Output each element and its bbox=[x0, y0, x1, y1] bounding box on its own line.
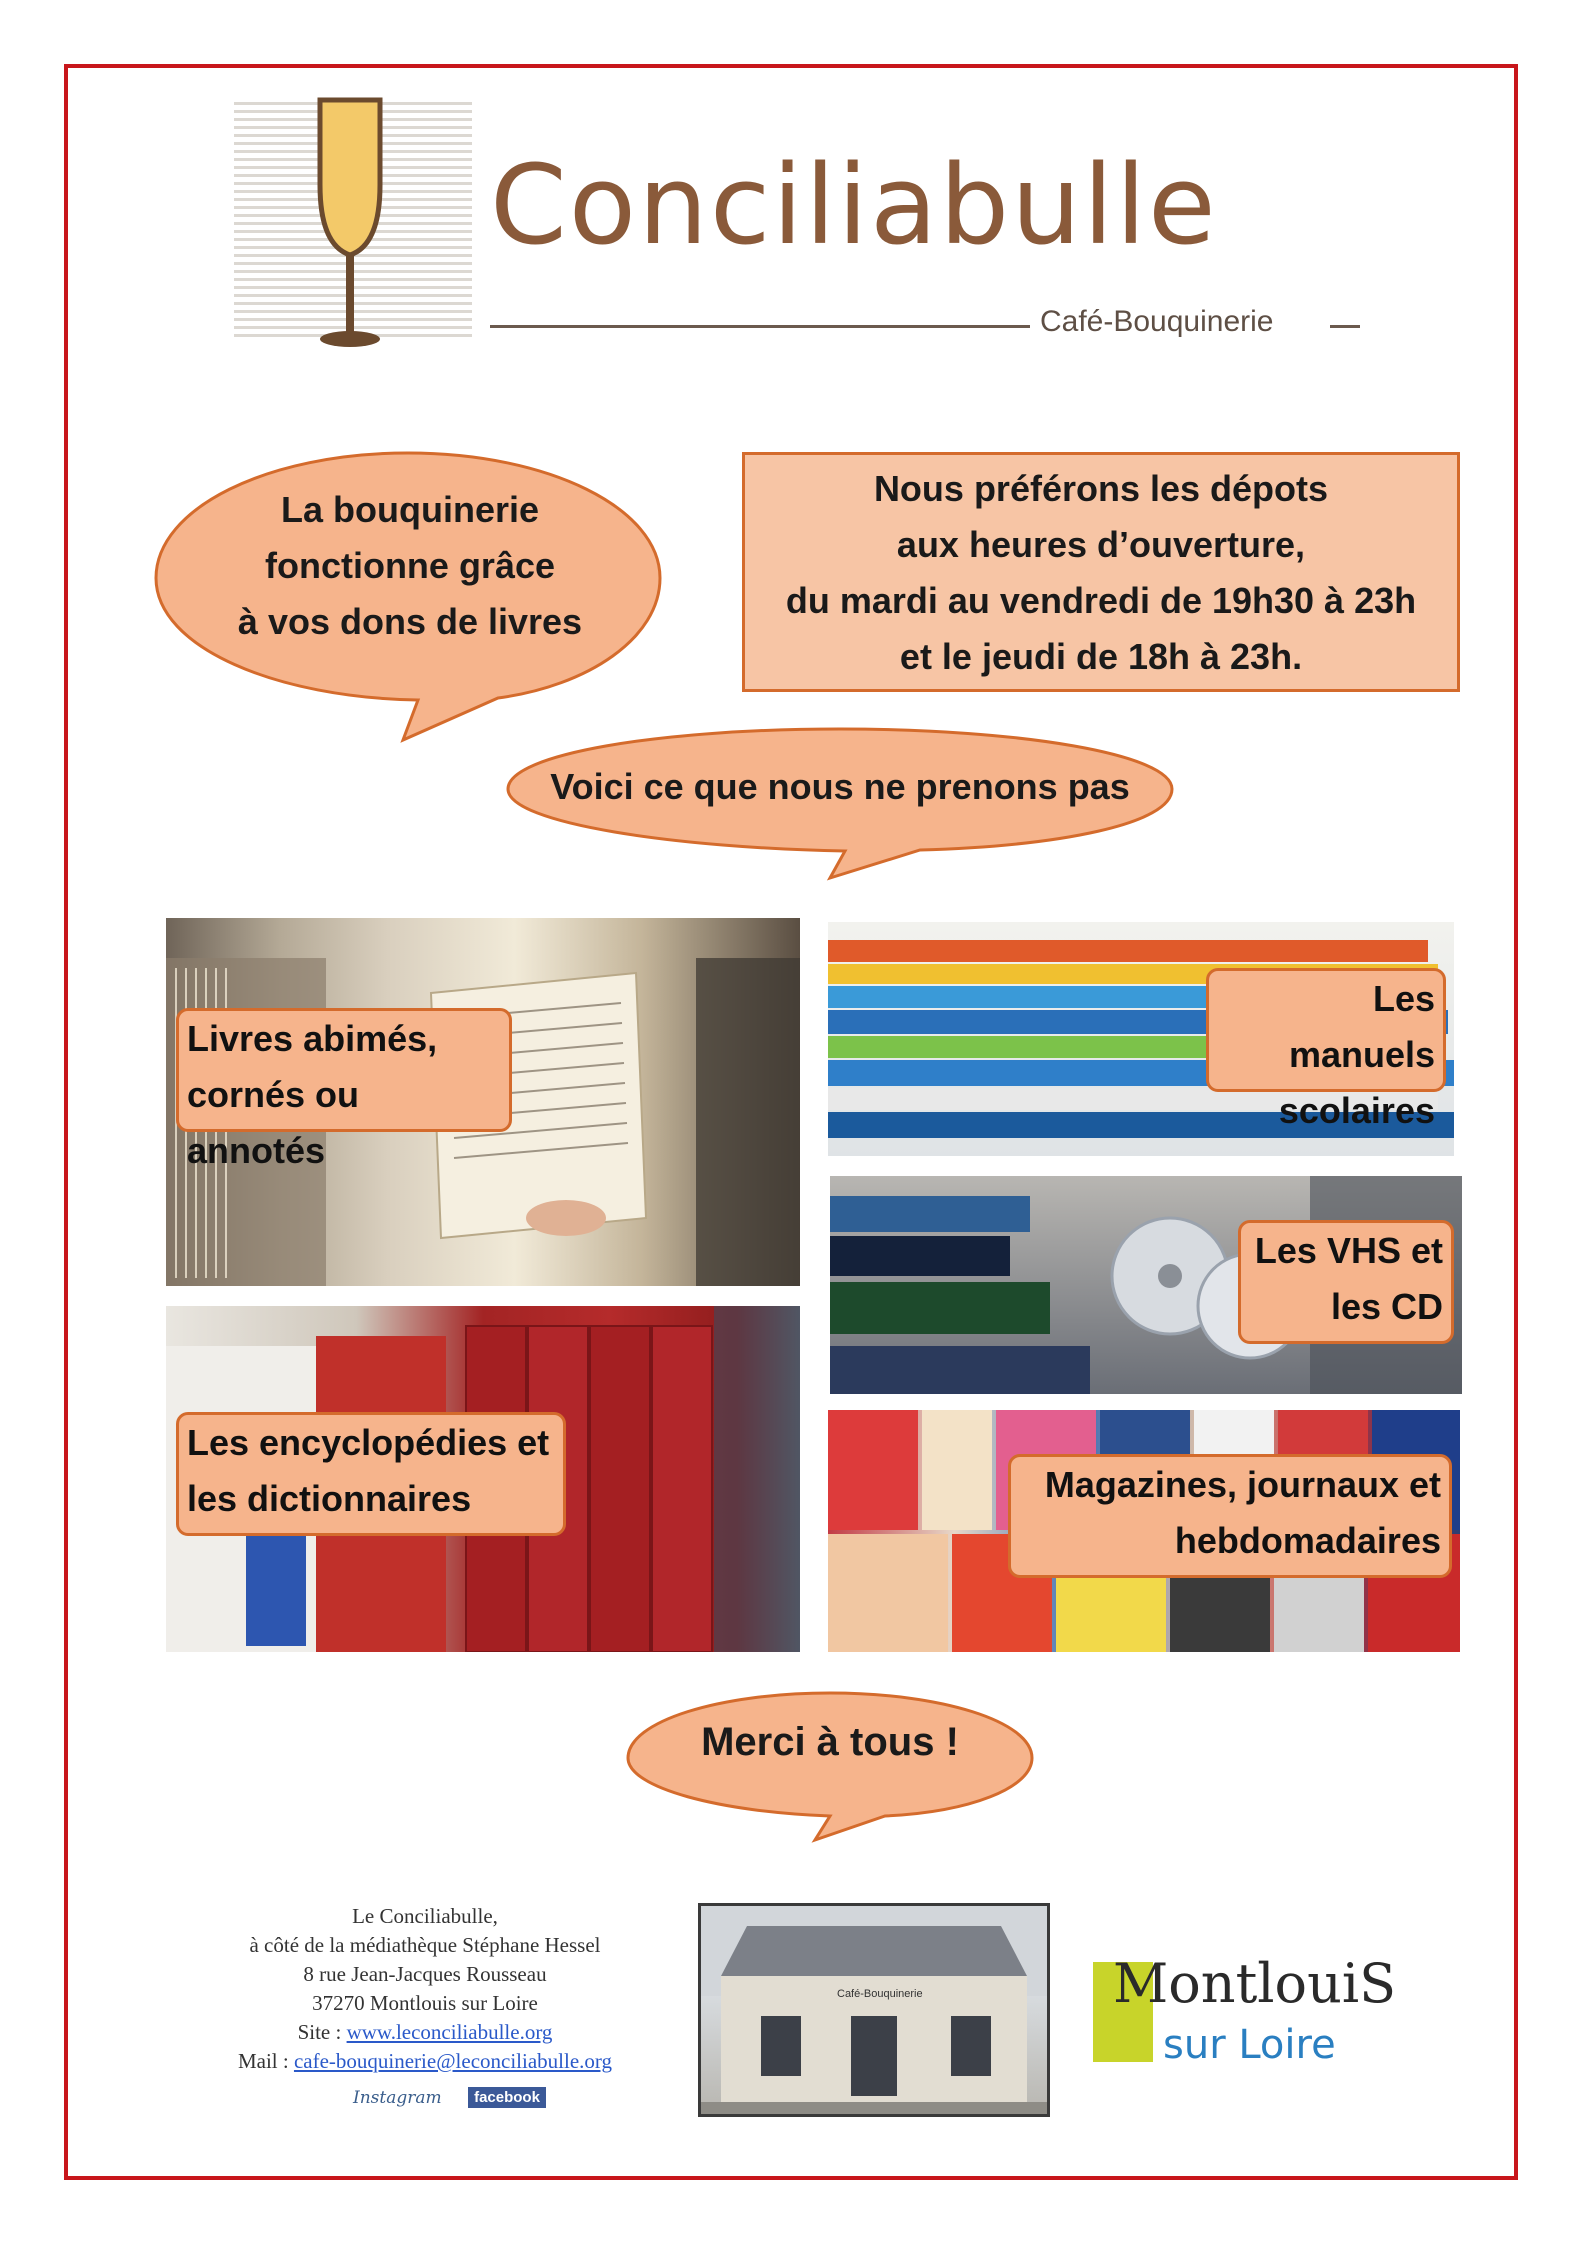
montlouis-logo-text: MontlouiS bbox=[1113, 1952, 1397, 2015]
address-line: 37270 Montlouis sur Loire bbox=[312, 1991, 538, 2015]
building-photo bbox=[698, 1903, 1050, 2117]
tile-label-damaged-books bbox=[176, 1008, 512, 1171]
hours-line: Nous préférons les dépots bbox=[873, 468, 1329, 509]
tile-label-school-books bbox=[1206, 968, 1446, 1131]
logo-subtitle: Café-Bouquinerie bbox=[1040, 305, 1274, 338]
bubble-thanks-text: Merci à tous ! bbox=[701, 1720, 959, 1764]
tile-encyclopedias bbox=[166, 1306, 800, 1652]
hours-line: et le jeudi de 18h à 23h. bbox=[899, 636, 1303, 677]
bubble-donations-line: La bouquinerie bbox=[280, 489, 539, 530]
address-line: Le Conciliabulle, bbox=[352, 1904, 498, 1928]
tile-label-encyclopedias bbox=[176, 1412, 566, 1536]
bubble-donations-line: à vos dons de livres bbox=[237, 601, 583, 642]
tile-damaged-books bbox=[166, 918, 800, 1286]
bubble-donations-line: fonctionne grâce bbox=[264, 545, 556, 586]
mail-line bbox=[200, 2047, 650, 2076]
opening-hours-box bbox=[742, 452, 1460, 692]
tile-label-line: cornés ou annotés bbox=[187, 1074, 360, 1171]
footer-address bbox=[200, 1902, 650, 2076]
tile-vhs-cd bbox=[830, 1176, 1462, 1394]
tile-label-line: Magazines, journaux et bbox=[1044, 1464, 1441, 1505]
tile-label-line: Les VHS et bbox=[1254, 1230, 1443, 1271]
tile-label-line: Livres abimés, bbox=[187, 1018, 438, 1059]
building-sign: Café-Bouquinerie bbox=[837, 1988, 923, 2000]
logo-rule-left bbox=[490, 325, 1030, 328]
tile-label-vhs-cd bbox=[1238, 1220, 1454, 1344]
mail-label: Mail : bbox=[237, 2049, 294, 2073]
tile-label-line: hebdomadaires bbox=[1174, 1520, 1441, 1561]
site-link[interactable]: www.leconciliabulle.org bbox=[346, 2020, 553, 2044]
facebook-icon[interactable]: facebook bbox=[468, 2087, 546, 2108]
wine-glass-icon bbox=[300, 95, 400, 355]
site-line bbox=[200, 2018, 650, 2047]
tile-label-line: scolaires bbox=[1278, 1090, 1435, 1131]
tile-label-line: les dictionnaires bbox=[187, 1478, 472, 1519]
montlouis-logo-subtext: sur Loire bbox=[1163, 2022, 1336, 2068]
tile-label-line: Les encyclopédies et bbox=[187, 1422, 550, 1463]
hours-line: du mardi au vendredi de 19h30 à 23h bbox=[785, 580, 1417, 621]
bubble-donations bbox=[200, 482, 620, 650]
montlouis-logo bbox=[1093, 1932, 1397, 2102]
address-line: à côté de la médiathèque Stéphane Hessel bbox=[249, 1933, 601, 1957]
logo-name: Conciliabulle bbox=[490, 141, 1218, 269]
logo-rule-right bbox=[1330, 325, 1360, 328]
tile-school-books bbox=[828, 922, 1454, 1156]
social-links bbox=[353, 2087, 546, 2113]
address-line: 8 rue Jean-Jacques Rousseau bbox=[303, 1962, 547, 1986]
site-label: Site : bbox=[297, 2020, 347, 2044]
tile-label-magazines bbox=[1008, 1454, 1452, 1578]
tile-label-line: les CD bbox=[1330, 1286, 1443, 1327]
mail-link[interactable]: cafe-bouquinerie@leconciliabulle.org bbox=[293, 2049, 613, 2073]
hours-line: aux heures d’ouverture, bbox=[896, 524, 1306, 565]
tile-magazines bbox=[828, 1410, 1460, 1652]
bubble-refused-text: Voici ce que nous ne prenons pas bbox=[550, 766, 1130, 807]
tile-label-line: Les manuels bbox=[1288, 978, 1435, 1075]
instagram-icon[interactable]: Instagram bbox=[353, 2087, 442, 2108]
building-image bbox=[701, 1906, 1047, 2114]
